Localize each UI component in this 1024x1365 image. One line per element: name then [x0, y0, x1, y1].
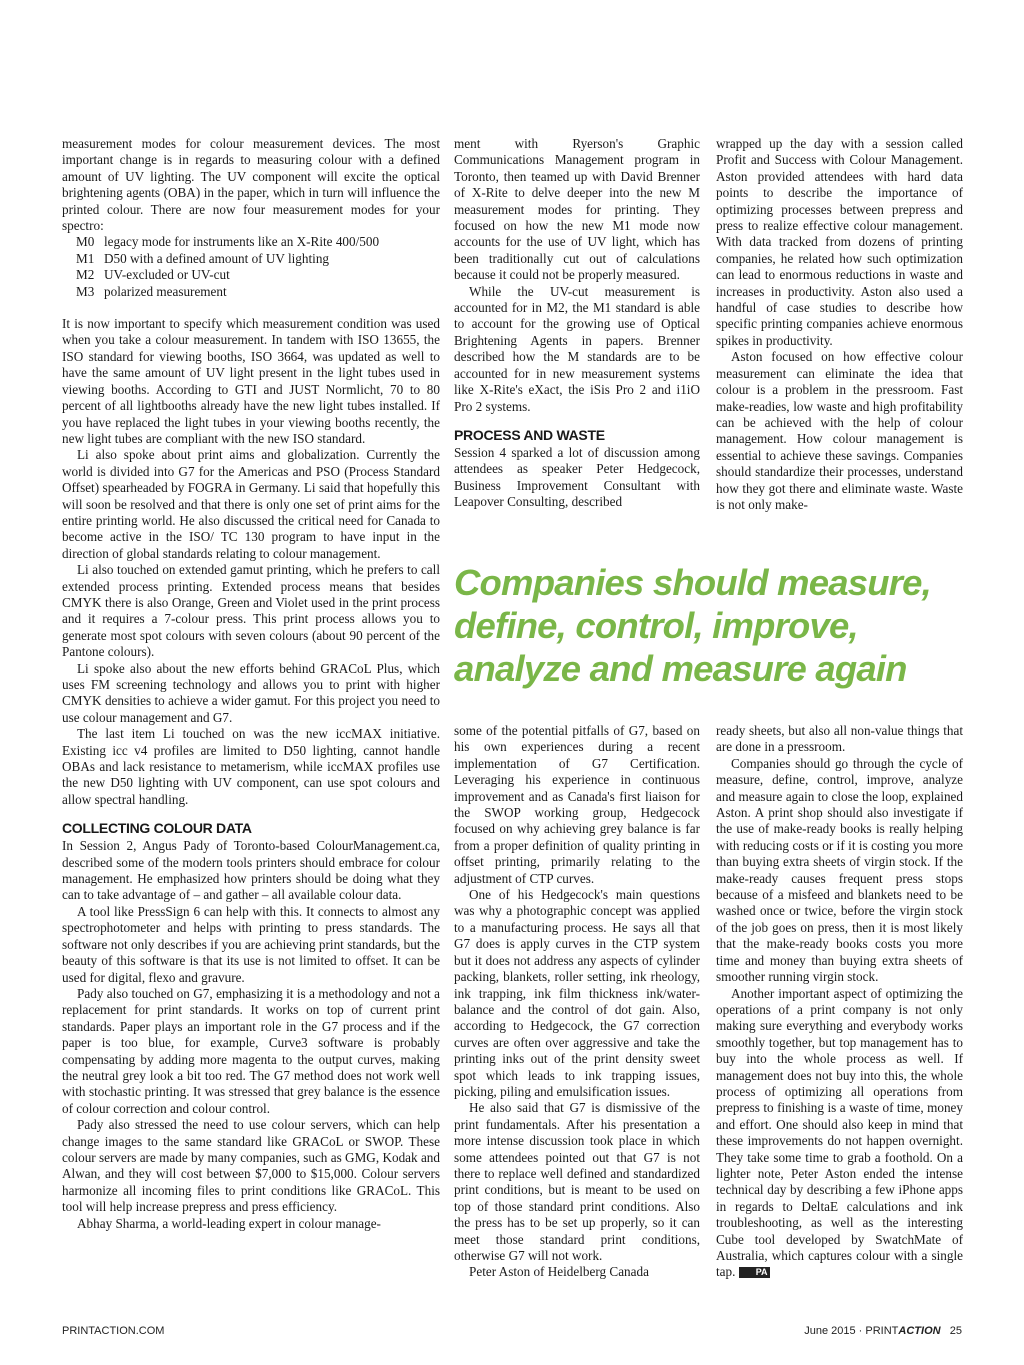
mode-item	[76, 234, 440, 250]
paragraph: While the UV-cut measurement is accounted for in M2, the M1 standard is able to account for the growing use of Optical Brightening Agents in papers. Brenner described how the M standards are to be accounted for in new measurement systems like X-Rite's eXact, the iSis Pro 2 and i1iO Pro 2 systems.	[454, 283, 700, 414]
mode-desc: legacy mode for instruments like an X-Rite 400/500	[104, 234, 380, 250]
logo-part: ACTION	[898, 1325, 941, 1337]
paragraph: Li also spoke about print aims and globalization. Currently the world is divided into G7 for the Americas and PSO (Process Standard Offset) spearheaded by FOGRA in Germany. Li said that hopefully this will soon be resolved and that there is only one set of print aims for the entire printing world. He also discussed the critical need for Canada to become active in the ISO/ TC 130 program to have input in the direction of global standards relating to colour management.	[62, 447, 440, 561]
pull-quote	[454, 561, 974, 690]
paragraph: He also said that G7 is dismissive of the print fundamentals. After his presentation a more intense discussion took place in which some attendees pointed out that G7 is not there to replace well defined and standardized print conditions, but is meant to be used on top of those standard print conditions. Also the press has to be set up properly, so it can meet those standard print conditions, otherwise G7 will not work.	[454, 1100, 700, 1263]
article-column-2-top	[454, 136, 700, 511]
issue-date: June 2015 ·	[804, 1325, 863, 1337]
paragraph: Peter Aston of Heidelberg Canada	[469, 1264, 649, 1280]
page-number: 25	[949, 1325, 962, 1337]
mode-code: M1	[76, 250, 95, 266]
paragraph: ment with Ryerson's Graphic Communications Management program in Toronto, then teamed up with David Brenner of X-Rite to delve deeper into the new M measurement modes for printing. They focused on how the new M1 mode now accounts for the use of UV light, which has been traditionally cut out of calculations because it could not be properly measured.	[454, 136, 700, 283]
mode-desc: D50 with a defined amount of UV lighting	[104, 250, 330, 266]
pull-quote-line: analyze and measure again	[454, 648, 907, 689]
paragraph: A tool like PressSign 6 can help with this. It connects to almost any spectrophotometer and helps with printing to press standards. The software not only describes if you are achieving print standards, but the beauty of this software is that its use is not limited to offset. It can be used for digital, flexo and gravure.	[62, 903, 440, 985]
mode-item	[76, 267, 440, 283]
mode-code: M0	[76, 234, 95, 250]
logo-part: PRINT	[865, 1325, 899, 1337]
paragraph: Abhay Sharma, a world-leading expert in colour manage-	[77, 1215, 381, 1231]
mode-code: M2	[76, 267, 95, 283]
paragraph: It is now important to specify which measurement condition was used when you take a colour measurement. In tandem with ISO 13655, the ISO standard for viewing booths, ISO 3664, was updated as well to have the same amount of UV light present in the light tubes used in viewing booths. According to GTI and JUST Normlicht, 70 to 80 percent of all lightbooths already have the new light tubes installed. If you have replaced the light tubes in your viewing booths recently, the new light tubes are compliant with the new ISO standard.	[62, 316, 440, 446]
paragraph: measurement modes for colour measurement devices. The most important change is in regards to measuring colour with a defined amount of UV lighting. The UV component will excite the optical brightening agents (OBA) in the paper, which in turn will influence the printed colour. There are now four measurement modes for your spectro:	[62, 136, 440, 234]
paragraph	[716, 986, 963, 1281]
footer-folio	[804, 1325, 962, 1337]
article-column-2-bottom	[454, 723, 700, 1281]
paragraph: Pady also stressed the need to use colour servers, which can help change images to the same standard like GRACoL or SWOP. These colour servers are made by many companies, such as GMG, Kodak and Alwan, and they will cost between $7,000 to $15,000. Colour servers harmonize all incoming files to print conditions like GRACoL. This tool will help increase prepress and press efficiency.	[62, 1117, 440, 1215]
closing-text: Another important aspect of optimizing the operations of a print company is not only making sure everything and everybody works smoothly together, but top management has to buy into the whole process as well. If management does not buy into this, the whole process of optimizing all operations from prepress to finishing is a waste of time, money and effort. One should also keep in mind that these improvements do not happen overnight. They take some time to grab a foothold. On a lighter note, Peter Aston ended the intense technical day by describing a few iPhone apps in regards to DeltaE calculations and ink troubleshooting, as well as the interesting Cube tool developed by SwatchMate of Australia, which captures colour with a single tap.	[716, 985, 963, 1280]
article-column-3-bottom	[716, 723, 963, 1281]
section-heading: PROCESS AND WASTE	[454, 426, 605, 443]
footer-website: PRINTACTION.COM	[62, 1325, 165, 1337]
pull-quote-line: Companies should measure,	[454, 562, 931, 603]
mode-desc: polarized measurement	[104, 283, 227, 299]
paragraph: The last item Li touched on was the new iccMAX initiative. Existing icc v4 profiles are limited to D50 lighting, cannot handle OBAs and lack resistance to metamerism, while iccMAX profiles use the new D50 lighting with UV component, can use spot colours and allow spectral handling.	[62, 726, 440, 807]
paragraph: Aston focused on how effective colour measurement can eliminate the idea that colour is a problem in the pressroom. Fast make-readies, low waste and high profitability can be achieved with the help of colour management. How colour management is essential to achieve these savings. Companies should standardize their processes, understand how they got there and eliminate waste. Waste is not only make-	[716, 349, 963, 512]
article-column-3-top	[716, 136, 963, 513]
section-heading: COLLECTING COLOUR DATA	[62, 820, 252, 837]
pull-quote-line: define, control, improve,	[454, 605, 858, 646]
paragraph: ready sheets, but also all non-value things that are done in a pressroom.	[716, 723, 963, 755]
paragraph: In Session 2, Angus Pady of Toronto-based ColourManagement.ca, described some of the modern tools printers should embrace for colour management. He emphasized how printers should be doing what they can to take advantage of – and gather – all available colour data.	[62, 838, 440, 903]
paragraph: Session 4 sparked a lot of discussion among attendees as speaker Peter Hedgecock, Business Improvement Consultant with Leapover Consulting, described	[454, 444, 700, 510]
paragraph: Companies should go through the cycle of measure, define, control, improve, analyze and measure again to close the loop, explained Aston. A print shop should also investigate if the use of make-ready books is really helping with reducing costs or if it is costing you more than buying extra sheets of virgin stock. If the make-ready causes frequent press stops because of a misfeed and blankets need to be washed once or twice, before the virgin stock of the job goes on press, then it is most likely that the make-ready books costs you more time and money than buying extra sheets of smoother running virgin stock.	[716, 755, 963, 985]
paragraph: Li also touched on extended gamut printing, which he prefers to call extended process printing. Extended process means that besides CMYK there is also Orange, Green and Violet used in the print process and it requires a 7-colour press. This print process allows you to generate most spot colours with seven colours (about 90 percent of the Pantone colours).	[62, 562, 440, 660]
article-column-1	[62, 136, 440, 1232]
paragraph: wrapped up the day with a session called Profit and Success with Colour Management. Aston provided attendees with hard data points to describe the importance of optimizing processes between prepress and press to realize effective colour management. With data tracked from dozens of printing companies, he related how such optimization can lead to enormous reductions in waste and increases in productivity. Aston also used a handful of case studies to describe how specific printing companies achieve enormous spikes in productivity.	[716, 136, 963, 348]
magazine-logo	[865, 1325, 940, 1337]
measurement-modes-list	[76, 234, 440, 300]
end-mark-icon: PA	[739, 1267, 770, 1278]
mode-item	[76, 251, 440, 267]
paragraph: some of the potential pitfalls of G7, based on his own experiences during a recent implementation of G7 Certification. Leveraging his experience in continuous improvement and as Canada's first liaison for the SWOP working group, Hedgecock focused on why achieving grey balance is far from a proper definition of quality printing in offset printing, primarily relating to the adjustment of CTP curves.	[454, 723, 700, 886]
paragraph: One of his Hedgecock's main questions was why a photographic concept was applied to a manufacturing process. He says all that G7 does is apply curves in the CTP system but it does not address any aspects of cylinder packing, blankets, roller setting, ink rheology, ink trapping, ink film thickness ink/water-balance and the control of dot gain. Also, according to Hedgecock, the G7 correction curves are often over aggressive and take the printing inks out of the print density sweet spot which leads to ink trapping issues, picking, piling and emulsification issues.	[454, 887, 700, 1099]
paragraph: Li spoke also about the new efforts behind GRACoL Plus, which uses FM screening technology and allows you to print with higher CMYK densities to achieve a wider gamut. For this project you need to use colour management and G7.	[62, 660, 440, 725]
mode-code: M3	[76, 283, 95, 299]
paragraph: Pady also touched on G7, emphasizing it is a methodology and not a replacement for print standards. It works on top of current print standards. Paper plays an important role in the G7 process and if the paper is too blue, for example, Curve3 software is probably compensating by adding more magenta to the output curves, making the neutral grey look a bit too red. The G7 method does not work well with stochastic printing. It was stressed that grey balance is the essence of colour correction and colour control.	[62, 985, 440, 1116]
mode-desc: UV-excluded or UV-cut	[104, 267, 230, 283]
mode-item	[76, 284, 440, 300]
